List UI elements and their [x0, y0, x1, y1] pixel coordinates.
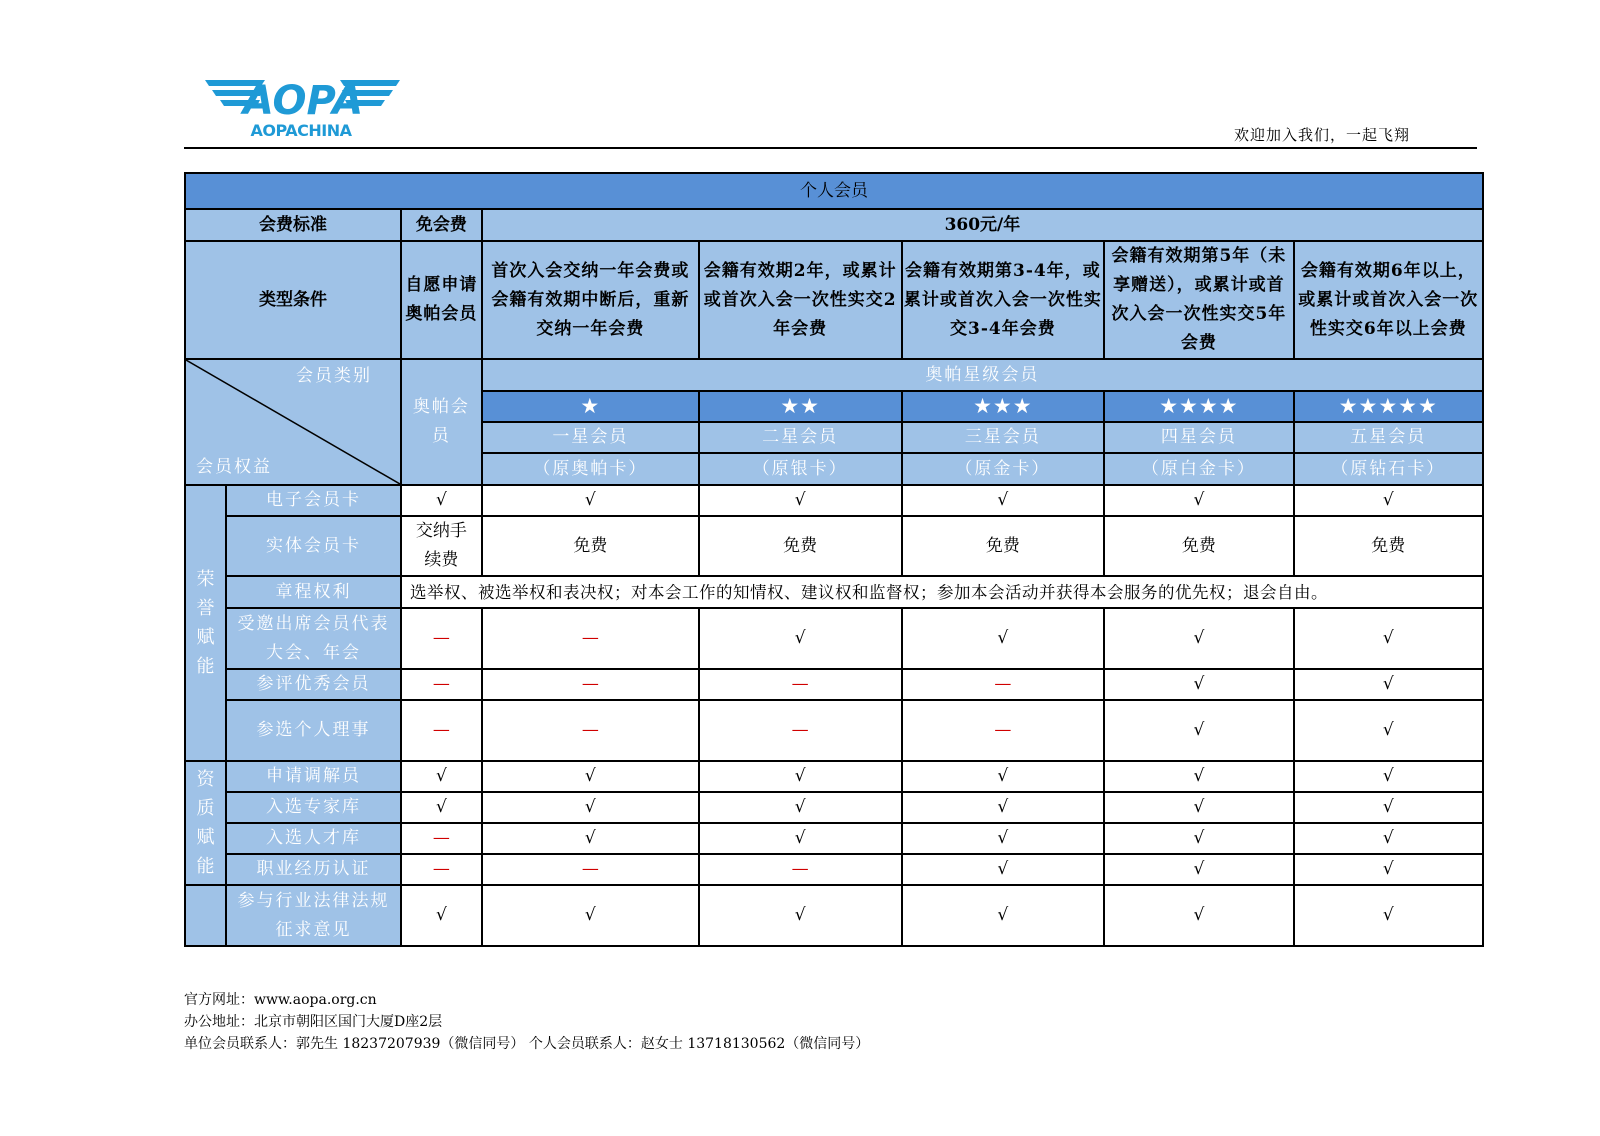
benefit-cell: √ [902, 823, 1105, 854]
benefit-label: 入选人才库 [226, 823, 401, 854]
benefit-cell: √ [1294, 700, 1483, 761]
type-label: 类型条件 [185, 241, 401, 359]
benefit-cell: √ [1294, 792, 1483, 823]
benefit-cell: √ [1104, 823, 1293, 854]
benefit-cell: √ [699, 792, 902, 823]
level-former: （原钻石卡） [1294, 453, 1483, 485]
benefit-cell: — [401, 700, 482, 761]
benefit-cell: √ [1104, 885, 1293, 946]
benefit-cell: 免费 [902, 516, 1105, 576]
table-row [185, 669, 1483, 700]
benefit-cell: √ [902, 761, 1105, 792]
footer-contacts: 单位会员联系人：郭先生 18237207939（微信同号） 个人会员联系人：赵女士 13718130562（微信同号） [184, 1036, 870, 1052]
benefit-cell: 免费 [699, 516, 902, 576]
benefit-cell: √ [401, 485, 482, 516]
table-row [185, 516, 1483, 576]
condition-4star: 会籍有效期第5年（未享赠送），或累计或首次入会一次性实交5年会费 [1104, 241, 1293, 359]
table-row [185, 792, 1483, 823]
level-stars: ★★★★ [1104, 391, 1293, 422]
benefit-cell: √ [1104, 792, 1293, 823]
benefit-cell: √ [1104, 700, 1293, 761]
benefit-cell: √ [699, 885, 902, 946]
footer-address: 办公地址：北京市朝阳区国门大厦D座2层 [184, 1014, 443, 1030]
benefit-cell: — [401, 608, 482, 669]
benefit-label: 职业经历认证 [226, 854, 401, 885]
benefit-label: 申请调解员 [226, 761, 401, 792]
diagonal-header [185, 359, 401, 485]
table-row [185, 854, 1483, 885]
benefit-cell: √ [482, 761, 699, 792]
aopa-logo [205, 78, 400, 142]
table-row [185, 885, 1483, 946]
level-name: 四星会员 [1104, 422, 1293, 453]
benefit-cell: √ [401, 885, 482, 946]
level-name: 一星会员 [482, 422, 699, 453]
benefit-cell: √ [1104, 669, 1293, 700]
fee-paid: 360元/年 [482, 209, 1483, 241]
benefit-cell: — [401, 854, 482, 885]
benefit-cell: √ [1294, 885, 1483, 946]
benefit-cell: √ [1104, 761, 1293, 792]
benefit-cell: — [401, 823, 482, 854]
benefit-label: 参选个人理事 [226, 700, 401, 761]
condition-3star: 会籍有效期第3-4年，或累计或首次入会一次性实交3-4年会费 [902, 241, 1105, 359]
fee-free: 免会费 [401, 209, 482, 241]
benefit-cell: — [902, 700, 1105, 761]
level-stars: ★ [482, 391, 699, 422]
benefit-cell: — [482, 700, 699, 761]
level-stars: ★★ [699, 391, 902, 422]
benefit-cell: √ [1104, 608, 1293, 669]
benefit-cell: √ [401, 792, 482, 823]
benefit-cell: √ [482, 792, 699, 823]
benefit-cell: √ [1294, 608, 1483, 669]
level-former: （原奥帕卡） [482, 453, 699, 485]
logo-text: AOPA [242, 78, 364, 124]
benefit-cell: √ [1294, 823, 1483, 854]
star-group-label: 奥帕星级会员 [482, 359, 1483, 391]
logo-subtext: AOPACHINA [250, 121, 352, 140]
benefit-cell: √ [902, 792, 1105, 823]
diag-top-label: 会员类别 [295, 366, 372, 386]
benefit-cell: √ [1294, 761, 1483, 792]
table-row [185, 700, 1483, 761]
benefit-cell: √ [482, 885, 699, 946]
benefit-cell: √ [482, 823, 699, 854]
diag-bottom-label: 会员权益 [196, 457, 272, 477]
benefit-cell: — [401, 669, 482, 700]
benefit-cell: √ [902, 608, 1105, 669]
basic-member-label: 奥帕会员 [401, 359, 482, 485]
benefit-cell: — [482, 608, 699, 669]
benefit-cell: √ [699, 823, 902, 854]
benefit-cell: — [699, 854, 902, 885]
benefit-cell: 交纳手续费 [401, 516, 482, 576]
footer [184, 989, 869, 1055]
table-title: 个人会员 [185, 173, 1483, 209]
level-name: 二星会员 [699, 422, 902, 453]
table-row [185, 608, 1483, 669]
table-row [185, 761, 1483, 792]
benefit-cell: √ [401, 761, 482, 792]
benefit-cell: — [699, 669, 902, 700]
benefit-label: 电子会员卡 [226, 485, 401, 516]
benefit-cell: √ [902, 485, 1105, 516]
benefit-cell: 免费 [1294, 516, 1483, 576]
condition-2star: 会籍有效期2年，或累计或首次入会一次性实交2年会费 [699, 241, 902, 359]
charter-rights-text: 选举权、被选举权和表决权；对本会工作的知情权、建议权和监督权；参加本会活动并获得本会服务的优先权；退会自由。 [401, 576, 1483, 608]
level-name: 三星会员 [902, 422, 1105, 453]
benefit-cell: √ [1294, 669, 1483, 700]
condition-5star: 会籍有效期6年以上，或累计或首次入会一次性实交6年以上会费 [1294, 241, 1483, 359]
group-empty [185, 885, 226, 946]
benefit-cell: √ [1294, 854, 1483, 885]
benefit-cell: — [482, 854, 699, 885]
footer-website: 官方网址：www.aopa.org.cn [184, 992, 377, 1008]
condition-basic: 自愿申请奥帕会员 [401, 241, 482, 359]
benefit-cell: √ [1294, 485, 1483, 516]
benefit-cell: √ [699, 761, 902, 792]
level-former: （原白金卡） [1104, 453, 1293, 485]
benefit-cell: √ [699, 608, 902, 669]
membership-table [184, 172, 1484, 947]
benefit-cell: — [902, 669, 1105, 700]
level-stars: ★★★★★ [1294, 391, 1483, 422]
benefit-label: 参评优秀会员 [226, 669, 401, 700]
tagline: 欢迎加入我们，一起飞翔 [1233, 126, 1410, 144]
fee-label: 会费标准 [185, 209, 401, 241]
condition-1star: 首次入会交纳一年会费或会籍有效期中断后，重新交纳一年会费 [482, 241, 699, 359]
header-rule [184, 147, 1477, 149]
level-former: （原银卡） [699, 453, 902, 485]
table-row [185, 485, 1483, 516]
benefit-cell: 免费 [482, 516, 699, 576]
benefit-cell: √ [902, 885, 1105, 946]
group-qualification: 资质赋能 [185, 761, 226, 885]
level-former: （原金卡） [902, 453, 1105, 485]
benefit-cell: 免费 [1104, 516, 1293, 576]
benefit-label: 受邀出席会员代表大会、年会 [226, 608, 401, 669]
benefit-cell: √ [902, 854, 1105, 885]
table-row [185, 576, 1483, 608]
benefit-label: 实体会员卡 [226, 516, 401, 576]
table-row [185, 823, 1483, 854]
benefit-cell: — [699, 700, 902, 761]
benefit-label: 章程权利 [226, 576, 401, 608]
benefit-cell: √ [699, 485, 902, 516]
benefit-label: 参与行业法律法规征求意见 [226, 885, 401, 946]
benefit-cell: — [482, 669, 699, 700]
level-name: 五星会员 [1294, 422, 1483, 453]
benefit-cell: √ [1104, 485, 1293, 516]
benefit-cell: √ [1104, 854, 1293, 885]
level-stars: ★★★ [902, 391, 1105, 422]
group-honor: 荣誉赋能 [185, 485, 226, 761]
benefit-cell: √ [482, 485, 699, 516]
benefit-label: 入选专家库 [226, 792, 401, 823]
